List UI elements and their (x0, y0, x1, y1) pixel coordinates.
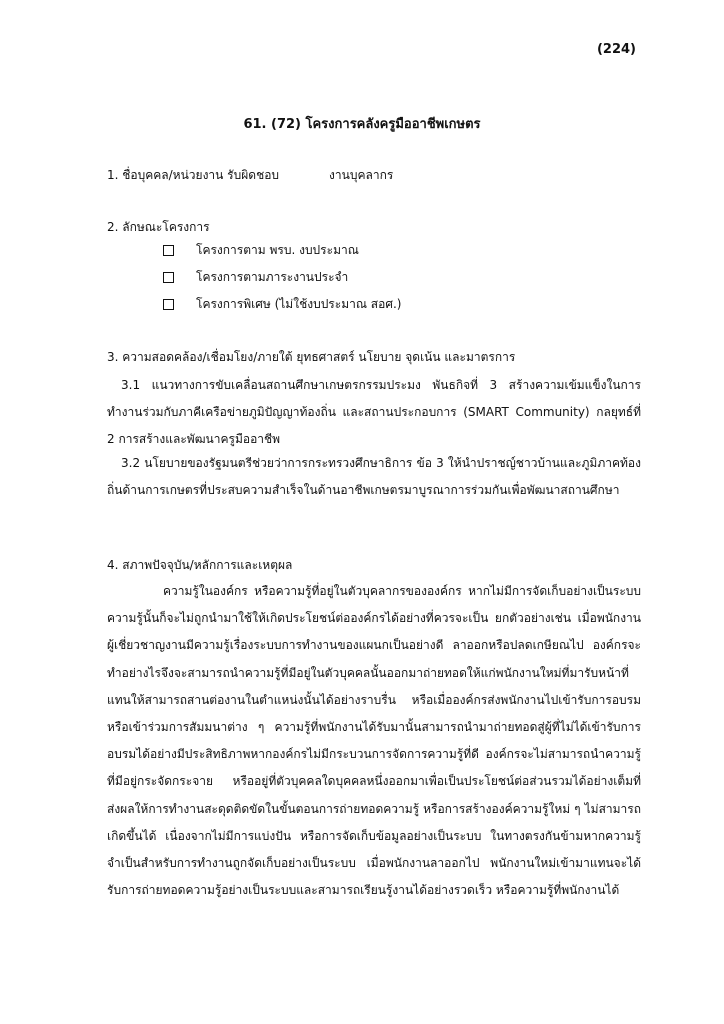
alignment-paragraph-1: 3.1 แนวทางการขับเคลื่อนสถานศึกษาเกษตรกรรมประมง พันธกิจที่ 3 สร้างความเข้มแข็งในการทำงานร่วมกับภาคีเครือข่ายภูมิปัญญาท้องถิ่น และสถานประกอบการ (SMART Community) กลยุทธ์ที่ 2 การสร้างและพัฒนาครูมืออาชีพ (107, 378, 641, 446)
project-type-option-label: โครงการตามภาระงานประจำ (196, 270, 349, 284)
project-type-option (163, 241, 359, 260)
rationale-paragraph: ความรู้ในองค์กร หรือความรู้ที่อยู่ในตัวบุคลากรขององค์กร หากไม่มีการจัดเก็บอย่างเป็นระบบ ความรู้นั้นก็จะไม่ถูกนำมาใช้ให้เกิดประโยชน์ต่อองค์กรได้อย่างที่ควรจะเป็น ยกตัวอย่างเช่น เมื่อพนักงานผู้เชี่ยวชาญงานมีความรู้เรื่องระบบการทำงานของแผนกเป็นอย่างดี ลาออกหรือปลดเกษียณไป องค์กรจะทำอย่างไรจึงจะสามารถนำความรู้ที่มีอยู่ในตัวบุคคลนั้นออกมาถ่ายทอดให้แก่พนักงานใหม่ที่มารับหน้าที่แทนให้สามารถสานต่องานในตำแหน่งนั้นได้อย่างราบรื่น หรือเมื่อองค์กรส่งพนักงานไปเข้ารับการอบรมหรือเข้าร่วมการสัมมนาต่าง ๆ ความรู้ที่พนักงานได้รับมานั้นสามารถนำมาถ่ายทอดสู่ผู้ที่ไม่ได้เข้ารับการอบรมได้อย่างมีประสิทธิภาพหากองค์กรไม่มีกระบวนการจัดการความรู้ที่ดี องค์กรจะไม่สามารถนำความรู้ที่มีอยู่กระจัดกระจาย หรืออยู่ที่ตัวบุคคลใดบุคคลหนึ่งออกมาเพื่อเป็นประโยชน์ต่อส่วนรวมได้อย่างเต็มที่ ส่งผลให้การทำงานสะดุดติดขัดในขั้นตอนการถ่ายทอดความรู้ หรือการสร้างองค์ความรู้ใหม่ ๆ ไม่สามารถเกิดขึ้นได้ เนื่องจากไม่มีการแบ่งปัน หรือการจัดเก็บข้อมูลอย่างเป็นระบบ ในทางตรงกันข้ามหากความรู้จำเป็นสำหรับการทำงานถูกจัดเก็บอย่างเป็นระบบ เมื่อพนักงานลาออกไป พนักงานใหม่เข้ามาแทนจะได้รับการถ่ายทอดความรู้อย่างเป็นระบบและสามารถเรียนรู้งานได้อย่างรวดเร็ว หรือความรู้ที่พนักงานได้ (107, 584, 641, 898)
responsible-unit-value: งานบุคลากร (329, 168, 394, 182)
checkbox-icon[interactable] (163, 245, 174, 256)
project-type-option-label: โครงการพิเศษ (ไม่ใช้งบประมาณ สอศ.) (196, 297, 402, 311)
responsible-unit-label: 1. ชื่อบุคคล/หน่วยงาน รับผิดชอบ (107, 168, 280, 182)
project-type-option-label: โครงการตาม พรบ. งบประมาณ (196, 243, 359, 257)
rationale-heading: 4. สภาพปัจจุบัน/หลักการและเหตุผล (107, 558, 293, 572)
checkbox-icon[interactable] (163, 299, 174, 310)
checkbox-icon[interactable] (163, 272, 174, 283)
document-title: 61. (72) โครงการคลังครูมืออาชีพเกษตร (243, 117, 481, 132)
alignment-paragraph-2: 3.2 นโยบายของรัฐมนตรีช่วยว่าการกระทรวงศึกษาธิการ ข้อ 3 ให้นำปราชญ์ชาวบ้านและภูมิภาคท้องถิ่นด้านการเกษตรที่ประสบความสำเร็จในด้านอาชีพเกษตรมาบูรณาการร่วมกันเพื่อพัฒนาสถานศึกษา (107, 456, 641, 497)
project-type-option (163, 268, 348, 287)
page-number: (224) (596, 42, 636, 57)
responsible-unit-line (107, 166, 393, 185)
project-type-option (163, 295, 401, 314)
alignment-heading: 3. ความสอดคล้อง/เชื่อมโยง/ภายใต้ ยุทธศาสตร์ นโยบาย จุดเน้น และมาตรการ (107, 350, 516, 364)
project-type-heading: 2. ลักษณะโครงการ (107, 220, 210, 234)
